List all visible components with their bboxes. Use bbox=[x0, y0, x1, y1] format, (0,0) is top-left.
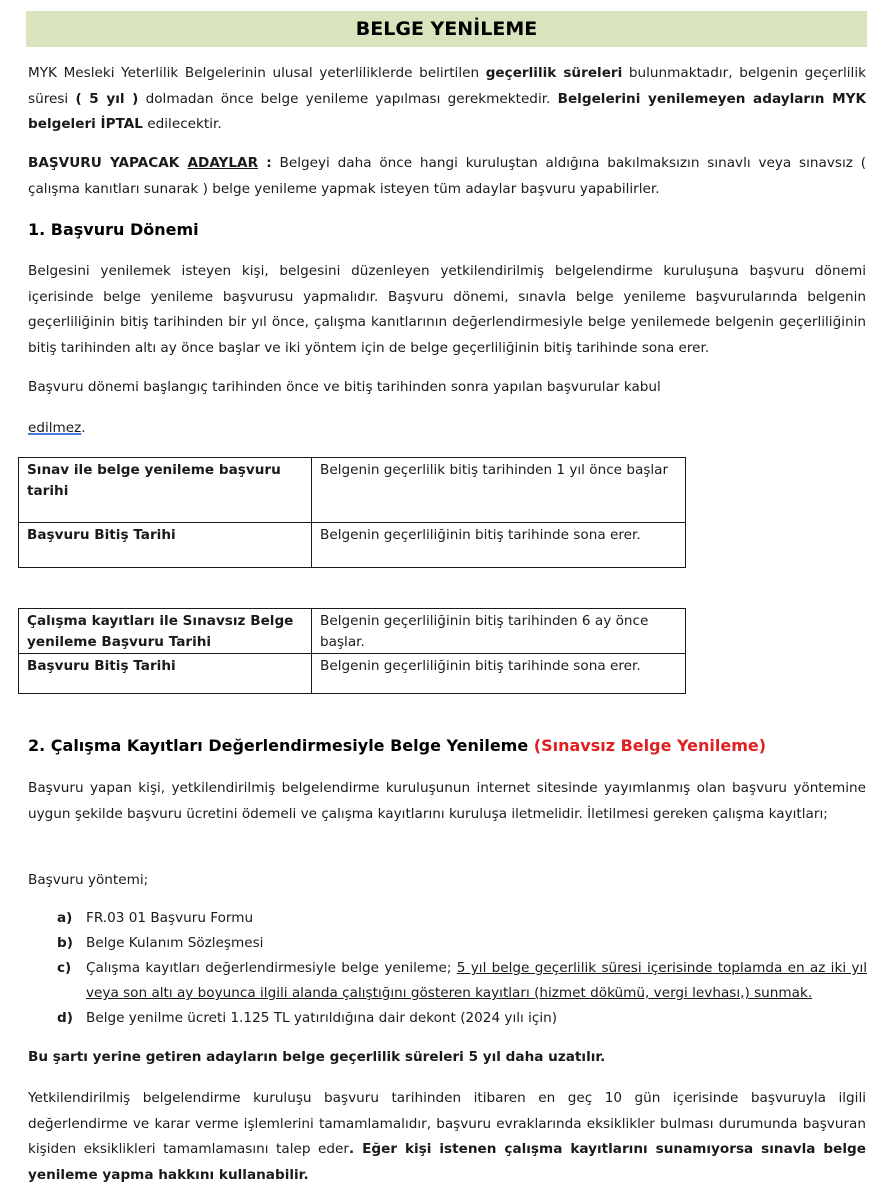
table-value-cell: Belgenin geçerliliğinin bitiş tarihinden 6 ay önce başlar. bbox=[312, 609, 686, 654]
list-marker: b) bbox=[57, 935, 73, 951]
list-marker: a) bbox=[57, 910, 73, 926]
list-item bbox=[57, 956, 867, 1006]
applicants-bold-1: BAŞVURU YAPACAK bbox=[28, 155, 188, 171]
section1-underlined-word: edilmez bbox=[28, 420, 82, 436]
exam-renewal-table bbox=[18, 457, 686, 568]
table-row bbox=[19, 523, 686, 568]
applicants-bold-3: : bbox=[258, 155, 272, 171]
requirements-list bbox=[57, 906, 867, 1031]
applicants-text: Belgeyi daha önce hangi kuruluştan aldığına bakılmaksızın sınavlı veya sınavsız ( çalışma kanıtları sunarak ) belge yenileme yapmak isteyen tüm adaylar başvuru yapabilirler. bbox=[28, 155, 867, 197]
intro-text-4: edilecektir. bbox=[142, 116, 222, 132]
section1-period: . bbox=[81, 420, 86, 436]
list-item bbox=[57, 1006, 867, 1031]
list-item-text: Belge yenilme ücreti 1.125 TL yatırıldığına dair dekont (2024 yılı için) bbox=[86, 1010, 558, 1026]
list-item-text: Çalışma kayıtları değerlendirmesiyle belge yenileme; bbox=[86, 960, 457, 976]
section2-paragraph-2: Başvuru yöntemi; bbox=[28, 872, 149, 888]
table-value-cell: Belgenin geçerliliğinin bitiş tarihinde sona erer. bbox=[312, 654, 686, 694]
table-key-cell: Sınav ile belge yenileme başvuru tarihi bbox=[19, 458, 312, 523]
applicants-paragraph bbox=[28, 151, 866, 202]
table-row bbox=[19, 458, 686, 523]
intro-text-3: dolmadan önce belge yenileme yapılması gerekmektedir. bbox=[138, 90, 558, 107]
list-item-underlined-text: 5 yıl belge geçerlilik süresi içerisinde toplamda en az iki yıl veya son altı ay boyunca ilgili alanda çalıştığını gösteren kayıtları (hizmet dökümü, vergi levhası,) sunmak. bbox=[86, 960, 868, 1001]
section2-paragraph-3-text: Yetkilendirilmiş belgelendirme kuruluşu başvuru tarihinden itibaren en geç 10 gün içerisinde başvuruyla ilgili değerlendirme ve karar verme işlemlerini tamamlamalıdır, başvuru evraklarında eksiklikler bulması durumunda başvuran kişiden eksiklikleri tamamlamasını talep eder bbox=[28, 1090, 866, 1157]
section1-paragraph-1: Belgesini yenilemek isteyen kişi, belgesini düzenleyen yetkilendirilmiş belgelendirme kuruluşuna başvuru dönemi içerisinde belge yenileme başvurusu yapmalıdır. Başvuru dönemi, sınavla belge yenileme başvurularında belgenin geçerliliğinin bitiş tarihinden bir yıl önce, çalışma kanıtlarının değerlendirmesiyle belge yenilemede belgenin geçerliliğinin bitiş tarihinden altı ay önce başlar ve iki yöntem için de belge geçerliliğinin bitiş tarihinde sona erer. bbox=[28, 263, 866, 356]
section2-bold-note: Bu şartı yerine getiren adayların belge geçerlilik süreleri 5 yıl daha uzatılır. bbox=[28, 1049, 606, 1065]
section2-heading-text: 2. Çalışma Kayıtları Değerlendirmesiyle Belge Yenileme bbox=[28, 736, 534, 755]
table-value-cell: Belgenin geçerlilik bitiş tarihinden 1 yıl önce başlar bbox=[312, 458, 686, 523]
intro-bold-1: geçerlilik süreleri bbox=[485, 65, 623, 81]
list-marker: c) bbox=[57, 960, 72, 976]
intro-text-1: MYK Mesleki Yeterlilik Belgelerinin ulusal yeterliliklerde belirtilen bbox=[28, 65, 486, 81]
table-row bbox=[19, 654, 686, 694]
section1-paragraph-2: Başvuru dönemi başlangıç tarihinden önce ve bitiş tarihinden sonra yapılan başvurular kabul bbox=[28, 379, 661, 395]
section1-heading: 1. Başvuru Dönemi bbox=[28, 220, 199, 239]
section2-paragraph-3 bbox=[28, 1086, 866, 1188]
table-key-cell: Başvuru Bitiş Tarihi bbox=[19, 654, 312, 694]
section1-paragraph-3 bbox=[28, 416, 866, 442]
section2-heading-red: (Sınavsız Belge Yenileme) bbox=[533, 736, 767, 755]
intro-text-2: bulunmaktadır, belgenin geçerlilik süresi bbox=[28, 65, 866, 107]
section2-paragraph-1: Başvuru yapan kişi, yetkilendirilmiş belgelendirme kuruluşunun internet sitesinde yayımlanmış olan başvuru yöntemine uygun şekilde başvuru ücretini ödemeli ve çalışma kayıtlarını kuruluşa iletmelidir. İletilmesi gereken çalışma kayıtları; bbox=[28, 780, 866, 822]
list-item bbox=[57, 906, 867, 931]
table-key-cell: Çalışma kayıtları ile Sınavsız Belge yenileme Başvuru Tarihi bbox=[19, 609, 312, 654]
page-title: BELGE YENİLEME bbox=[26, 11, 867, 47]
table-key-cell: Başvuru Bitiş Tarihi bbox=[19, 523, 312, 568]
section2-heading bbox=[28, 736, 766, 755]
intro-bold-3: Belgelerini yenilemeyen adayların MYK belgeleri İPTAL bbox=[28, 90, 866, 132]
table-row bbox=[19, 609, 686, 654]
list-item bbox=[57, 931, 867, 956]
section2-paragraph-3-bold: . Eğer kişi istenen çalışma kayıtlarını sunamıyorsa sınavla belge yenileme yapma hakkını kullanabilir. bbox=[28, 1141, 866, 1183]
work-records-renewal-table bbox=[18, 608, 686, 694]
applicants-bold-2: ADAYLAR bbox=[187, 155, 259, 171]
intro-bold-2: ( 5 yıl ) bbox=[75, 90, 139, 107]
list-item-text: FR.03 01 Başvuru Formu bbox=[86, 910, 254, 926]
list-item-text: Belge Kulanım Sözleşmesi bbox=[86, 935, 264, 951]
table-value-cell: Belgenin geçerliliğinin bitiş tarihinde sona erer. bbox=[312, 523, 686, 568]
list-marker: d) bbox=[57, 1010, 73, 1026]
intro-paragraph bbox=[28, 61, 866, 138]
